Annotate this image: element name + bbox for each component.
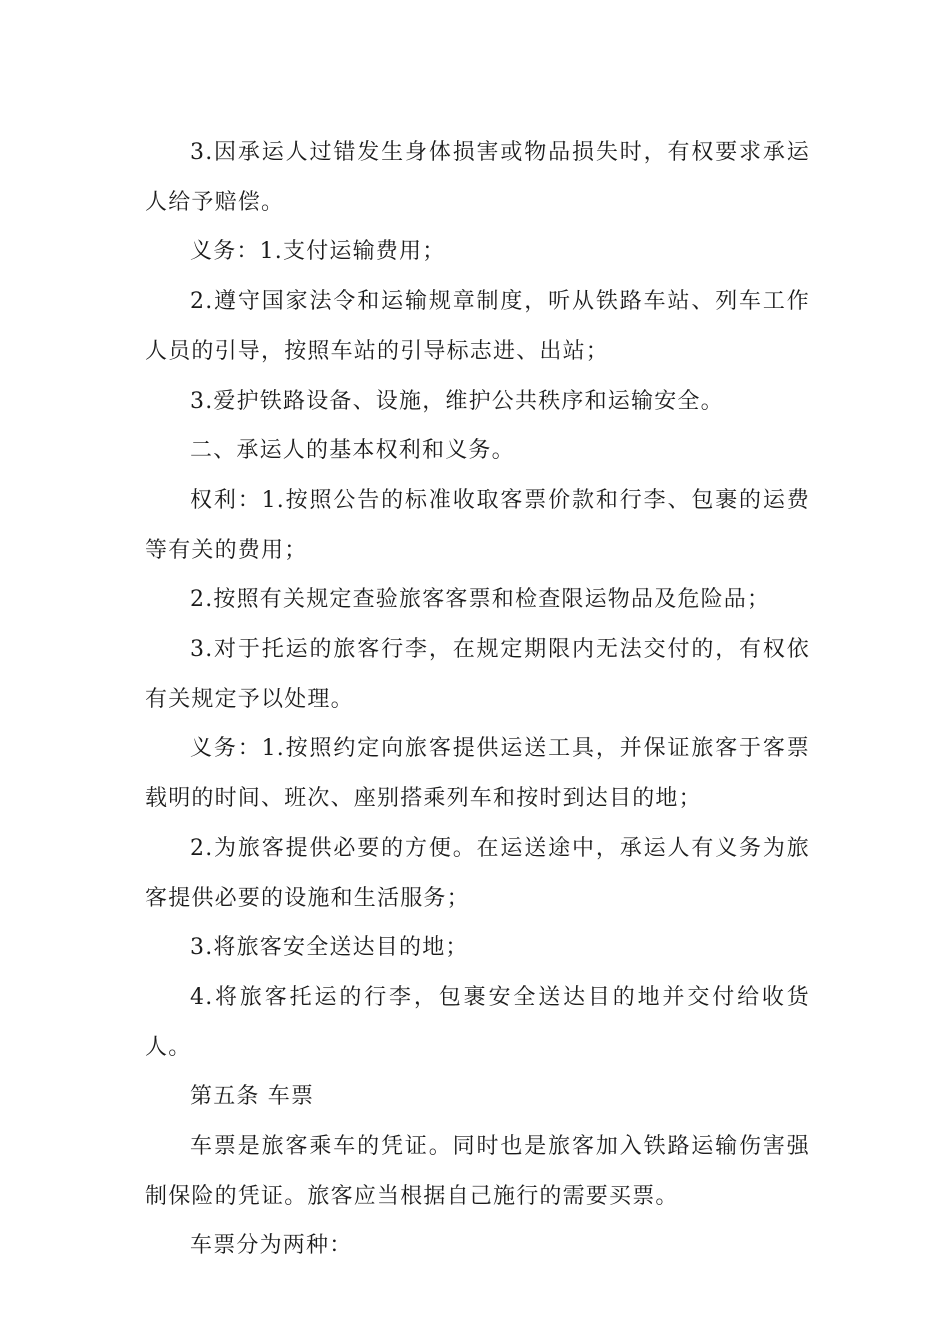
section-heading: 二、承运人的基本权利和义务。 (190, 438, 515, 464)
paragraph: 义务：1.按照约定向旅客提供运送工具，并保证旅客于客票载明的时间、班次、座别搭乘列车和按时到达目的地； (145, 736, 810, 812)
paragraph: 车票分为两种： (190, 1233, 353, 1259)
paragraph: 2.按照有关规定查验旅客客票和检查限运物品及危险品； (190, 587, 771, 613)
paragraph: 3.因承运人过错发生身体损害或物品损失时，有权要求承运人给予赔偿。 (145, 140, 810, 215)
paragraph: 3.对于托运的旅客行李，在规定期限内无法交付的，有权依有关规定予以处理。 (145, 637, 810, 712)
paragraph: 3.爱护铁路设备、设施，维护公共秩序和运输安全。 (190, 388, 724, 414)
paragraph: 车票是旅客乘车的凭证。同时也是旅客加入铁路运输伤害强制保险的凭证。旅客应当根据自己施行的需要买票。 (145, 1134, 810, 1209)
paragraph: 2.遵守国家法令和运输规章制度，听从铁路车站、列车工作人员的引导，按照车站的引导标志进、出站； (145, 289, 810, 364)
article-heading: 第五条 车票 (190, 1084, 315, 1110)
paragraph: 4.将旅客托运的行李，包裹安全送达目的地并交付给收货人。 (145, 984, 810, 1060)
paragraph: 权利：1.按照公告的标准收取客票价款和行李、包裹的运费等有关的费用； (145, 487, 810, 563)
paragraph: 3.将旅客安全送达目的地； (190, 935, 469, 961)
paragraph: 2.为旅客提供必要的方便。在运送途中，承运人有义务为旅客提供必要的设施和生活服务； (145, 835, 810, 911)
paragraph: 义务：1.支付运输费用； (190, 239, 446, 265)
document-body (145, 128, 810, 1271)
